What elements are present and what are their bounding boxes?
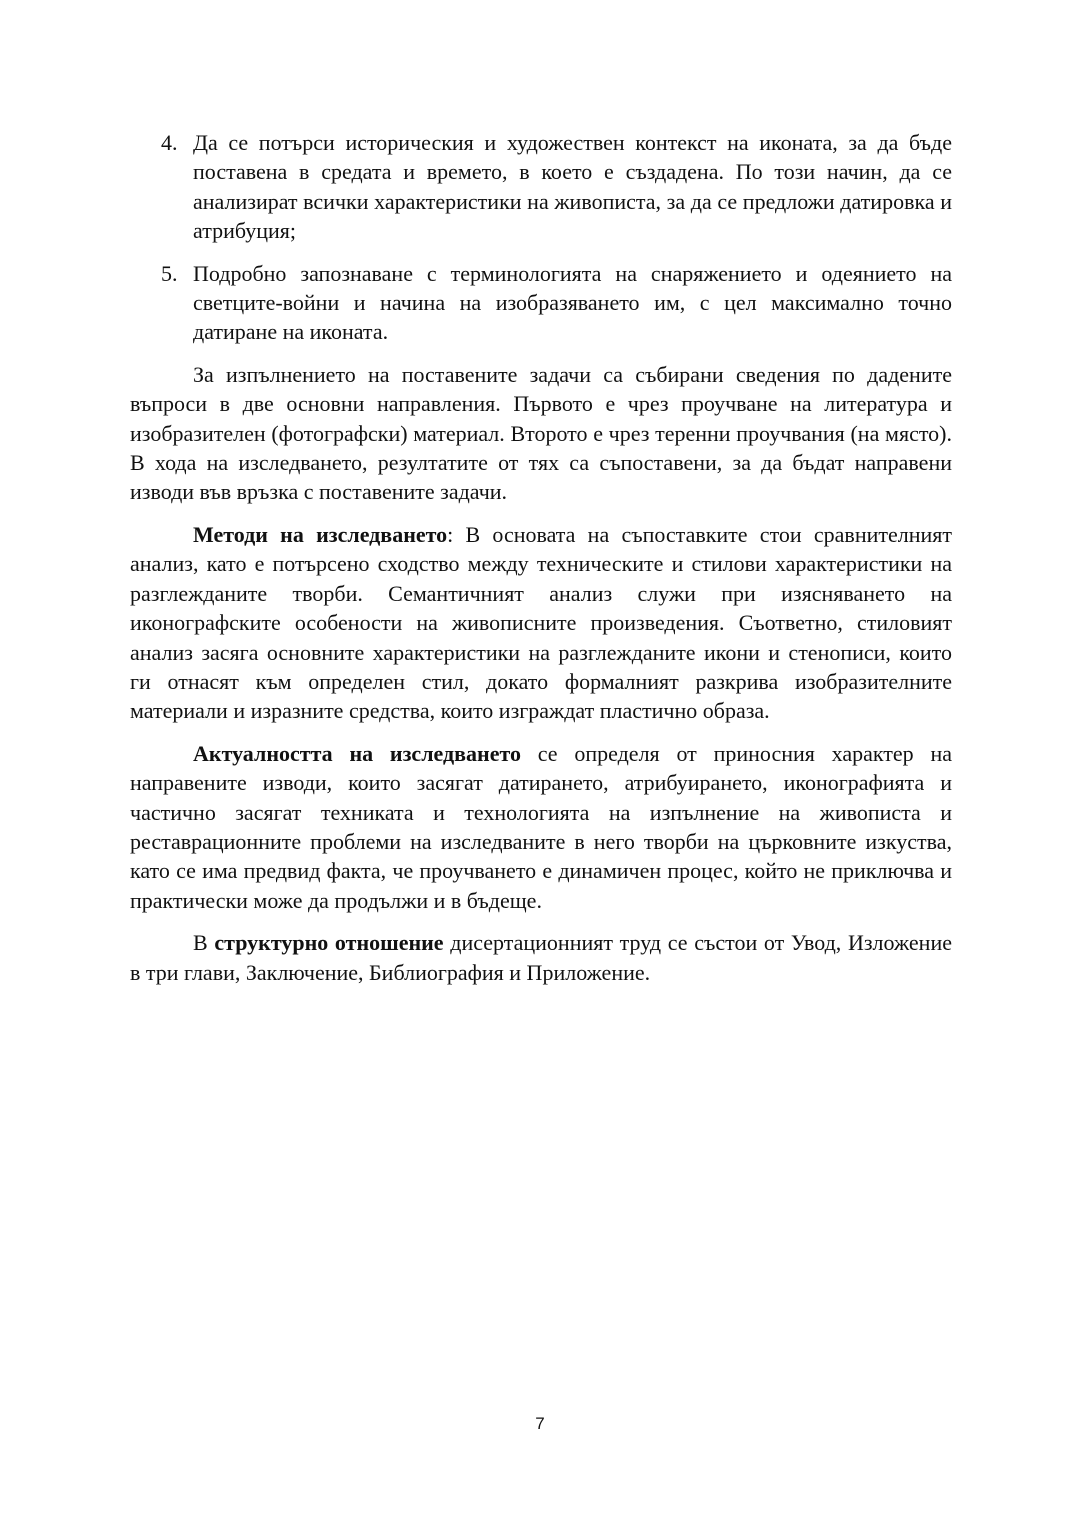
methods-text: : В основата на съпоставките стои сравнителният анализ, като е потърсено сходство между техническите и стилови характеристики на разглежданите творби. Семантичният анализ служи при изясняването на иконографските особености на живописните произведения. Съответно, стиловият анализ засяга основните характеристики на разглежданите икони и стенописи, които ги отнасят към определен стил, докато формалният разкрива изобразителните материали и изразните средства, които изграждат пластично образа. [130, 521, 953, 724]
task-list [130, 128, 952, 347]
structure-text: дисертационният труд се състои от Увод, Изложение в три глави, Заключение, Библиография и Приложение. [130, 930, 952, 985]
paragraph-structure [130, 928, 952, 987]
paragraph-methods [130, 520, 952, 726]
structure-prefix: В [193, 930, 215, 956]
page-number: 7 [535, 1414, 545, 1433]
paragraph-research-directions: За изпълнението на поставените задачи са събирани сведения по дадените въпроси в две основни направления. Първото е чрез проучване на литература и изобразителен (фотографски) материал. Второто е чрез теренни проучвания (на място). В хода на изследването, резултатите от тях са съпоставени, за да бъдат направени изводи във връзка с поставените задачи. [130, 361, 952, 505]
structure-heading: структурно отношение [214, 930, 444, 956]
list-item-number: 4. [161, 130, 178, 155]
relevance-text: се определя от приносния характер на направените изводи, които засягат датирането, атрибуирането, иконографията и частично засягат техниката и технологията на изпълнение на живописта и реставрационните проблеми на изследваните в него творби на църковните изкуства, като се има предвид факта, че проучването е динамичен процес, който не приключва и практически може да продължи и в бъдеще. [130, 740, 953, 913]
list-item [130, 259, 952, 347]
list-item [130, 128, 952, 246]
relevance-heading: Актуалността на изследването [193, 740, 521, 766]
methods-heading: Методи на изследването [193, 521, 448, 547]
list-item-number: 5. [161, 260, 178, 286]
document-page [130, 128, 952, 987]
paragraph-relevance [130, 739, 952, 915]
list-item-text: Подробно запознаване с терминологията на снаряжението и одеянието на светците-войни и начина на изобразяването им, с цел максимално точно датиране на иконата. [193, 260, 952, 345]
list-item-text: Да се потърси историческия и художествен контекст на иконата, за да бъде поставена в средата и времето, в което е създадена. По този начин, да се анализират всички характеристики на живописта, за да се предложи датировка и атрибуция; [193, 130, 952, 244]
